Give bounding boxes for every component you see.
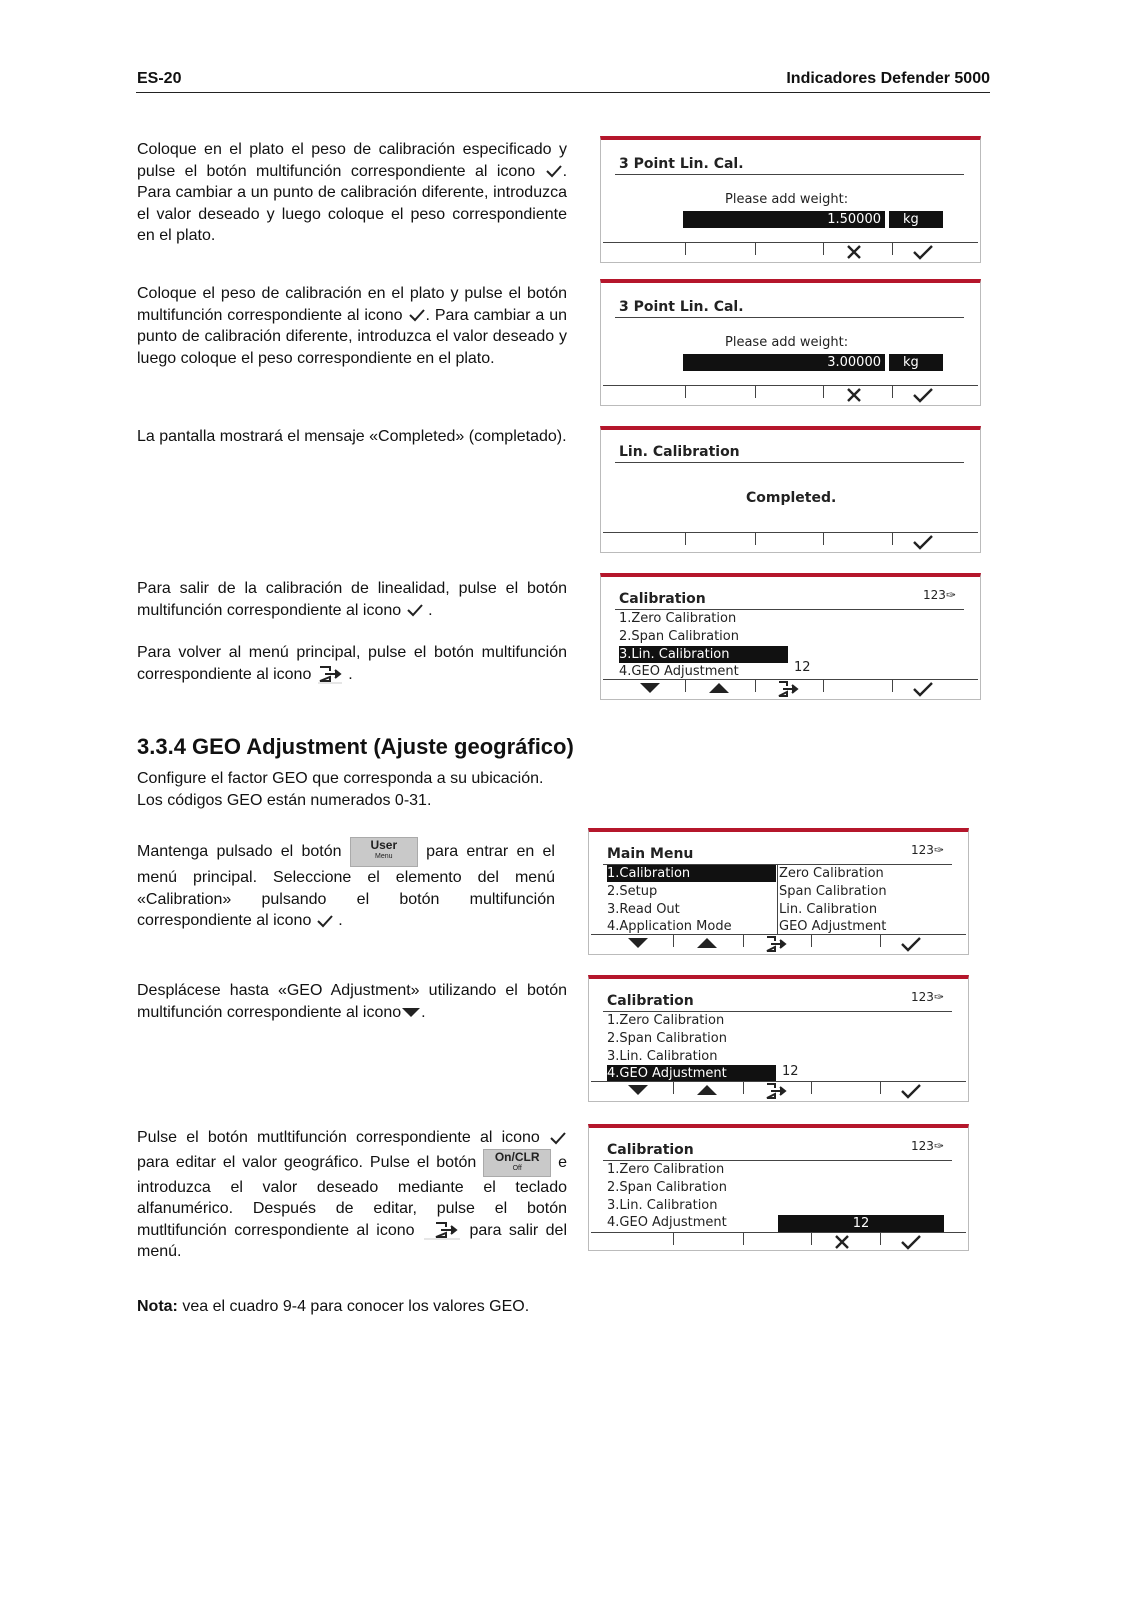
weight-prompt: Please add weight:: [725, 192, 849, 207]
submenu-item: Zero Calibration: [779, 866, 884, 881]
softkey-divider: [892, 242, 893, 255]
p9d-text: para salir del menú.: [137, 1221, 568, 1260]
check-icon[interactable]: [912, 387, 934, 403]
title-rule: [615, 317, 964, 318]
screen-title: 3 Point Lin. Cal.: [619, 156, 744, 172]
menu-item[interactable]: 2.Setup: [607, 884, 658, 899]
screen-lin-completed: [600, 426, 981, 553]
p5-text: Para volver al menú principal, pulse el botón multifunción correspondiente al icono: [137, 644, 567, 683]
completed-message: Completed.: [746, 490, 837, 506]
menu-item[interactable]: 1.Zero Calibration: [607, 1013, 725, 1028]
check-icon: [408, 308, 426, 322]
softkey-divider: [755, 385, 756, 398]
menu-item[interactable]: 1.Zero Calibration: [619, 611, 737, 626]
softkey-divider: [880, 934, 881, 947]
menu-item[interactable]: 3.Read Out: [607, 902, 680, 917]
geo-value: 12: [782, 1064, 799, 1079]
mode-text: 123: [911, 843, 934, 857]
check-icon[interactable]: [912, 681, 934, 697]
menu-item[interactable]: 2.Span Calibration: [607, 1180, 727, 1195]
user-key-label: User: [370, 838, 398, 852]
p9b-text: para editar el valor geográfico. Pulse el botón: [137, 1153, 477, 1171]
title-rule: [615, 462, 964, 463]
menu-item[interactable]: 2.Span Calibration: [619, 629, 739, 644]
geo-intro-line2: Los códigos GEO están numerados 0-31.: [137, 791, 432, 809]
instruction-7: [137, 980, 567, 1023]
softkey-divider: [743, 1081, 744, 1094]
p2-text: Coloque el peso de calibración en el plato y pulse el botón multifunción correspondiente al icono: [137, 285, 567, 324]
instruction-8: [137, 1127, 567, 1263]
unit-field: kg: [889, 211, 943, 228]
geo-value: 12: [794, 660, 811, 675]
softkey-rule: [591, 934, 966, 935]
down-arrow-icon: [401, 1006, 421, 1018]
exit-icon[interactable]: [777, 681, 801, 697]
check-icon[interactable]: [912, 534, 934, 550]
softkey-divider: [673, 1232, 674, 1245]
check-icon: [316, 914, 334, 928]
check-icon[interactable]: [900, 1083, 922, 1099]
softkey-divider: [755, 242, 756, 255]
softkey-divider: [811, 1081, 812, 1094]
softkey-divider: [880, 1081, 881, 1094]
softkey-rule: [591, 1232, 966, 1233]
softkey-divider: [892, 385, 893, 398]
weight-prompt: Please add weight:: [725, 335, 849, 350]
onclr-key-label: On/CLR: [494, 1149, 540, 1164]
document-title: Indicadores Defender 5000: [786, 70, 990, 87]
unit-field: kg: [889, 354, 943, 371]
check-icon[interactable]: [912, 244, 934, 260]
softkey-divider: [743, 1232, 744, 1245]
menu-item[interactable]: 4.GEO Adjustment: [619, 664, 739, 679]
exit-icon: [316, 664, 344, 684]
softkey-divider: [892, 679, 893, 692]
down-arrow-icon[interactable]: [627, 937, 649, 949]
mode-indicator: [911, 843, 944, 857]
softkey-rule: [603, 532, 978, 533]
screen-calibration-menu-1: [600, 573, 981, 700]
geo-value-edit[interactable]: 12: [778, 1215, 944, 1232]
up-arrow-icon[interactable]: [708, 682, 730, 694]
weight-value: 3.00000: [683, 354, 885, 371]
softkey-divider: [755, 532, 756, 545]
screen-title: Main Menu: [607, 846, 694, 862]
user-menu-key: [350, 837, 418, 867]
softkey-divider: [823, 385, 824, 398]
instruction-6: [137, 837, 555, 932]
check-icon: [545, 164, 563, 178]
submenu-item: Span Calibration: [779, 884, 887, 899]
on-clr-key: [483, 1149, 551, 1177]
pencil-icon: ✑: [945, 588, 956, 602]
softkey-divider: [685, 679, 686, 692]
up-arrow-icon[interactable]: [696, 1084, 718, 1096]
p7c-text: .: [338, 912, 343, 929]
check-icon: [406, 603, 424, 617]
screen-calibration-edit: [588, 1124, 969, 1251]
up-arrow-icon[interactable]: [696, 937, 718, 949]
menu-item[interactable]: 1.Zero Calibration: [607, 1162, 725, 1177]
softkey-divider: [823, 532, 824, 545]
p9a-text: Pulse el botón mutltifunción correspondiente al icono: [137, 1129, 540, 1146]
section-heading: 3.3.4 GEO Adjustment (Ajuste geográfico): [137, 734, 574, 759]
exit-icon[interactable]: [765, 936, 789, 952]
softkey-divider: [685, 532, 686, 545]
softkey-divider: [685, 242, 686, 255]
page-number: ES-20: [137, 70, 182, 87]
screen-3pt-cal-1: [600, 136, 981, 263]
softkey-divider: [755, 679, 756, 692]
softkey-divider: [823, 679, 824, 692]
x-icon[interactable]: [845, 387, 863, 403]
menu-item[interactable]: 4.Application Mode: [607, 919, 732, 934]
screen-title: 3 Point Lin. Cal.: [619, 299, 744, 315]
mode-text: 123: [923, 588, 946, 602]
p4b-text: .: [428, 601, 433, 619]
instruction-4: [137, 578, 567, 621]
mode-text: 123: [911, 990, 934, 1004]
menu-item[interactable]: 2.Span Calibration: [607, 1031, 727, 1046]
submenu-item: Lin. Calibration: [779, 902, 878, 917]
softkey-divider: [673, 1081, 674, 1094]
softkey-rule: [603, 242, 978, 243]
geo-intro-line1: Configure el factor GEO que corresponda a su ubicación.: [137, 770, 544, 787]
menu-item-selected[interactable]: 1.Calibration: [607, 865, 776, 882]
softkey-divider: [673, 934, 674, 947]
mode-text: 123: [911, 1139, 934, 1153]
header-rule: [136, 92, 990, 93]
instruction-2: [137, 283, 567, 369]
title-rule: [615, 174, 964, 175]
note-label: Nota:: [137, 1298, 178, 1315]
instruction-1: [137, 139, 567, 247]
x-icon[interactable]: [845, 244, 863, 260]
note: [137, 1296, 737, 1318]
exit-icon: [422, 1220, 462, 1240]
p1b-text: . Para cambiar a un punto de calibración diferente, introduzca el valor deseado y luego coloque el peso correspondiente en el plato.: [137, 162, 568, 244]
down-arrow-icon[interactable]: [627, 1084, 649, 1096]
weight-value: 1.50000: [683, 211, 885, 228]
softkey-divider: [743, 934, 744, 947]
p8b-text: .: [421, 1003, 426, 1021]
p9c-text: e introduzca el valor deseado mediante el teclado alfanumérico. Después de editar, pulse el botón mutltifunción correspondiente al icono: [137, 1153, 567, 1239]
submenu-item: GEO Adjustment: [779, 919, 887, 934]
check-icon: [549, 1131, 567, 1145]
check-icon[interactable]: [900, 936, 922, 952]
softkey-divider: [880, 1232, 881, 1245]
softkey-rule: [603, 679, 978, 680]
screen-3pt-cal-2: [600, 279, 981, 406]
menu-item[interactable]: 3.Lin. Calibration: [607, 1049, 718, 1064]
p7a-text: Mantenga pulsado el botón: [137, 843, 342, 861]
mode-indicator: [911, 1139, 944, 1153]
softkey-divider: [685, 385, 686, 398]
softkey-divider: [811, 934, 812, 947]
screen-title: Calibration: [619, 591, 706, 607]
menu-item[interactable]: 3.Lin. Calibration: [607, 1198, 718, 1213]
down-arrow-icon[interactable]: [639, 682, 661, 694]
x-icon[interactable]: [833, 1234, 851, 1250]
p1-text: Coloque en el plato el peso de calibración especificado y pulse el botón multifunción correspondiente al icono: [137, 141, 567, 180]
screen-title: Lin. Calibration: [619, 444, 740, 460]
geo-intro: [137, 768, 697, 811]
check-icon[interactable]: [900, 1234, 922, 1250]
pencil-icon: ✑: [933, 990, 944, 1004]
mode-indicator: [911, 990, 944, 1004]
softkey-divider: [892, 532, 893, 545]
note-text: vea el cuadro 9-4 para conocer los valores GEO.: [182, 1298, 530, 1315]
pencil-icon: ✑: [933, 1139, 944, 1153]
p4-text: Para salir de la calibración de linealidad, pulse el botón multifunción correspondiente al icono: [137, 580, 567, 619]
menu-item-selected[interactable]: 4.GEO Adjustment: [607, 1065, 776, 1082]
screen-calibration-menu-2: [588, 975, 969, 1102]
screen-title: Calibration: [607, 993, 694, 1009]
softkey-divider: [811, 1232, 812, 1245]
screen-title: Calibration: [607, 1142, 694, 1158]
menu-item[interactable]: 4.GEO Adjustment: [607, 1215, 727, 1230]
off-key-label: Off: [512, 1164, 522, 1172]
instruction-5: [137, 642, 567, 685]
p5b-text: .: [348, 665, 353, 683]
submenu-divider: [777, 865, 778, 934]
menu-item-selected[interactable]: 3.Lin. Calibration: [619, 646, 788, 663]
softkey-rule: [603, 385, 978, 386]
softkey-divider: [823, 242, 824, 255]
exit-icon[interactable]: [765, 1083, 789, 1099]
mode-indicator: [923, 588, 956, 602]
pencil-icon: ✑: [933, 843, 944, 857]
menu-key-label: Menu: [375, 853, 393, 860]
softkey-rule: [591, 1081, 966, 1082]
screen-main-menu: [588, 828, 969, 955]
instruction-3: La pantalla mostrará el mensaje «Completed» (completado).: [137, 428, 567, 445]
p8a-text: Desplácese hasta «GEO Adjustment» utilizando el botón multifunción correspondiente al icono: [137, 982, 567, 1021]
p2b-text: . Para cambiar a un punto de calibración diferente, introduzca el valor deseado y luego coloque el peso correspondiente en el plato.: [137, 306, 568, 367]
p7b-text: para entrar en el menú principal. Seleccione el elemento del menú «Calibration» pulsando el botón multifunción correspondiente al icono: [137, 843, 555, 929]
